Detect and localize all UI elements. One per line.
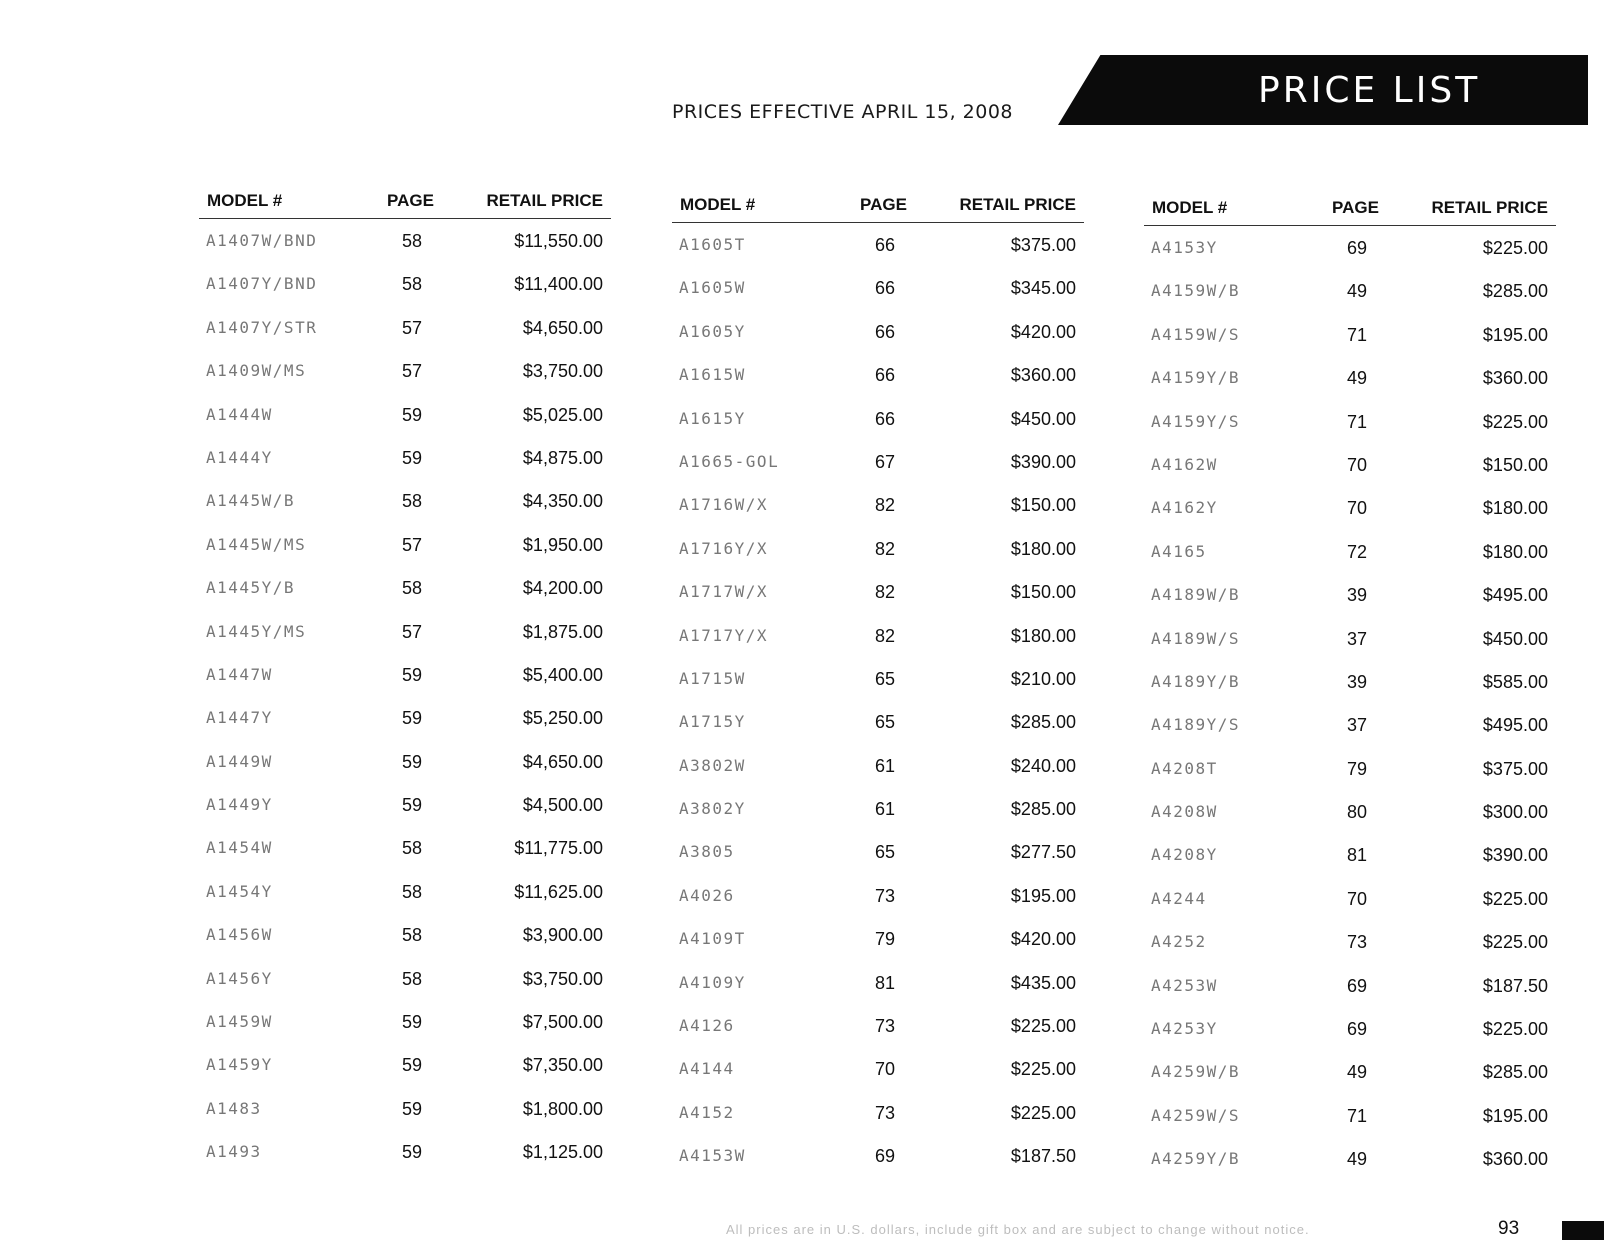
model-cell: A4152 xyxy=(679,1102,735,1122)
price-column-header: RETAIL PRICE xyxy=(1431,198,1548,217)
model-cell: A4165 xyxy=(1151,541,1207,561)
page-cell: 70 xyxy=(1347,454,1368,475)
table-row xyxy=(199,523,611,566)
price-cell: $225.00 xyxy=(1010,1016,1076,1037)
page-cell: 66 xyxy=(875,321,896,342)
price-cell: $585.00 xyxy=(1482,671,1548,692)
model-cell: A4189Y/S xyxy=(1151,715,1241,735)
model-cell: A1456Y xyxy=(206,968,273,988)
model-cell: A4189W/S xyxy=(1151,628,1241,648)
table-row xyxy=(199,1130,611,1173)
page-cell: 57 xyxy=(402,317,423,338)
price-cell: $300.00 xyxy=(1482,802,1548,823)
price-cell: $150.00 xyxy=(1010,582,1076,603)
price-cell: $390.00 xyxy=(1482,845,1548,866)
page-cell: 58 xyxy=(402,231,423,251)
table-row xyxy=(199,870,611,913)
price-cell: $195.00 xyxy=(1482,1105,1548,1126)
price-cell: $225.00 xyxy=(1482,411,1548,432)
page-cell: 71 xyxy=(1347,411,1368,432)
price-cell: $420.00 xyxy=(1010,929,1076,950)
table-row xyxy=(199,653,611,696)
table-row xyxy=(199,826,611,869)
page-cell: 65 xyxy=(875,712,896,733)
price-cell: $180.00 xyxy=(1482,498,1548,519)
table-row xyxy=(199,262,611,305)
table-row xyxy=(199,1087,611,1130)
model-cell: A1456W xyxy=(206,925,273,945)
table-row xyxy=(199,436,611,479)
table-header xyxy=(199,188,611,219)
page-cell: 49 xyxy=(1347,368,1368,389)
model-cell: A4153W xyxy=(679,1146,746,1166)
price-cell: $4,650.00 xyxy=(522,751,603,772)
page-cell: 67 xyxy=(875,451,896,472)
banner-title: PRICE LIST xyxy=(1258,70,1481,111)
page-cell: 58 xyxy=(402,274,423,295)
page-cell: 58 xyxy=(402,578,423,599)
price-cell: $7,350.00 xyxy=(522,1055,603,1076)
page-cell: 59 xyxy=(402,708,423,729)
page-cell: 37 xyxy=(1347,715,1368,736)
price-cell: $225.00 xyxy=(1482,932,1548,953)
price-cell: $11,775.00 xyxy=(514,838,603,859)
table-header xyxy=(672,192,1084,223)
table-row xyxy=(672,700,1084,743)
price-cell: $277.50 xyxy=(1010,842,1076,863)
page-cell: 49 xyxy=(1347,1149,1368,1170)
price-cell: $4,350.00 xyxy=(522,491,603,512)
page-cell: 66 xyxy=(875,235,896,255)
model-cell: A1493 xyxy=(206,1142,262,1162)
price-cell: $225.00 xyxy=(1482,1019,1548,1040)
model-cell: A1454Y xyxy=(206,881,273,901)
model-cell: A1454W xyxy=(206,838,273,858)
model-cell: A1407Y/BND xyxy=(206,274,318,294)
page-cell: 82 xyxy=(875,582,896,603)
model-cell: A1459W xyxy=(206,1012,273,1032)
price-table-3 xyxy=(1144,195,1556,1181)
page-cell: 73 xyxy=(1347,932,1368,953)
price-cell: $345.00 xyxy=(1010,278,1076,299)
table-row xyxy=(1144,486,1556,529)
table-row xyxy=(672,917,1084,960)
model-cell: A1615W xyxy=(679,365,746,385)
price-cell: $3,750.00 xyxy=(522,968,603,989)
price-cell: $180.00 xyxy=(1010,538,1076,559)
table-row xyxy=(672,614,1084,657)
table-row xyxy=(199,957,611,1000)
model-cell: A1605W xyxy=(679,278,746,298)
page-cell: 66 xyxy=(875,278,896,299)
model-cell: A4153Y xyxy=(1151,238,1218,257)
model-cell: A1449Y xyxy=(206,795,273,815)
price-cell: $11,550.00 xyxy=(514,231,603,251)
table-row xyxy=(199,1000,611,1043)
model-cell: A1409W/MS xyxy=(206,361,307,381)
page-cell: 69 xyxy=(1347,975,1368,996)
price-cell: $240.00 xyxy=(1010,755,1076,776)
table-row xyxy=(199,219,611,262)
table-row xyxy=(199,610,611,653)
page-cell: 72 xyxy=(1347,541,1368,562)
page-cell: 49 xyxy=(1347,281,1368,302)
price-cell: $7,500.00 xyxy=(522,1012,603,1033)
table-row xyxy=(199,696,611,739)
model-cell: A1447Y xyxy=(206,708,273,728)
model-cell: A3802W xyxy=(679,755,746,775)
table-row xyxy=(1144,530,1556,573)
table-row xyxy=(1144,573,1556,616)
page-cell: 39 xyxy=(1347,585,1368,606)
price-cell: $285.00 xyxy=(1482,281,1548,302)
page-cell: 39 xyxy=(1347,671,1368,692)
model-cell: A1459Y xyxy=(206,1055,273,1075)
model-cell: A1445W/MS xyxy=(206,534,307,554)
table-row xyxy=(1144,443,1556,486)
price-cell: $1,125.00 xyxy=(522,1142,603,1163)
price-cell: $4,875.00 xyxy=(522,447,603,468)
table-row xyxy=(672,1134,1084,1177)
page-cell: 73 xyxy=(875,885,896,906)
price-cell: $450.00 xyxy=(1482,628,1548,649)
model-cell: A1665-GOL xyxy=(679,451,780,471)
page-cell: 73 xyxy=(875,1102,896,1123)
table-row xyxy=(199,566,611,609)
table-body xyxy=(199,219,611,1174)
table-row xyxy=(672,440,1084,483)
model-cell: A1716Y/X xyxy=(679,538,769,558)
table-row xyxy=(199,393,611,436)
model-cell: A1407Y/STR xyxy=(206,317,318,337)
price-cell: $187.50 xyxy=(1482,975,1548,996)
page-cell: 57 xyxy=(402,361,423,382)
page-cell: 58 xyxy=(402,881,423,902)
model-cell: A4126 xyxy=(679,1016,735,1036)
price-cell: $285.00 xyxy=(1482,1062,1548,1083)
page-cell: 57 xyxy=(402,621,423,642)
page-cell: 59 xyxy=(402,664,423,685)
page-cell: 79 xyxy=(875,929,896,950)
model-cell: A4162W xyxy=(1151,454,1218,474)
price-cell: $195.00 xyxy=(1010,885,1076,906)
table-row xyxy=(1144,660,1556,703)
page-cell: 71 xyxy=(1347,1105,1368,1126)
page-cell: 58 xyxy=(402,491,423,512)
table-row xyxy=(199,479,611,522)
model-cell: A4144 xyxy=(679,1059,735,1079)
page-cell: 70 xyxy=(1347,888,1368,909)
page-cell: 49 xyxy=(1347,1062,1368,1083)
table-row xyxy=(672,657,1084,700)
page-cell: 69 xyxy=(1347,1019,1368,1040)
table-row xyxy=(672,787,1084,830)
table-row xyxy=(672,266,1084,309)
model-cell: A4159W/S xyxy=(1151,324,1241,344)
page-cell: 59 xyxy=(402,1098,423,1119)
price-cell: $360.00 xyxy=(1010,365,1076,386)
model-cell: A4208Y xyxy=(1151,845,1218,865)
model-cell: A4253Y xyxy=(1151,1019,1218,1039)
price-cell: $1,800.00 xyxy=(522,1098,603,1119)
table-body xyxy=(672,223,1084,1178)
price-cell: $1,875.00 xyxy=(522,621,603,642)
table-row xyxy=(672,830,1084,873)
table-row xyxy=(1144,920,1556,963)
table-row xyxy=(1144,269,1556,312)
price-cell: $5,250.00 xyxy=(522,708,603,729)
model-cell: A4109Y xyxy=(679,972,746,992)
page-cell: 59 xyxy=(402,1055,423,1076)
page-cell: 65 xyxy=(875,668,896,689)
page-cell: 80 xyxy=(1347,802,1368,823)
page-cell: 59 xyxy=(402,404,423,425)
price-cell: $11,400.00 xyxy=(514,274,603,295)
price-cell: $187.50 xyxy=(1010,1146,1076,1167)
page-cell: 81 xyxy=(875,972,896,993)
page-cell: 58 xyxy=(402,968,423,989)
table-row xyxy=(672,483,1084,526)
price-cell: $180.00 xyxy=(1010,625,1076,646)
table-row xyxy=(672,527,1084,570)
model-cell: A1717Y/X xyxy=(679,625,769,645)
model-cell: A1445Y/B xyxy=(206,578,296,598)
model-cell: A1445W/B xyxy=(206,491,296,511)
price-column-header: RETAIL PRICE xyxy=(959,195,1076,214)
model-cell: A3805 xyxy=(679,842,735,862)
table-row xyxy=(672,353,1084,396)
page-cell: 70 xyxy=(1347,498,1368,519)
model-cell: A1605T xyxy=(679,235,746,254)
table-row xyxy=(1144,790,1556,833)
table-row xyxy=(1144,400,1556,443)
table-row xyxy=(1144,617,1556,660)
table-row xyxy=(672,1091,1084,1134)
page-column-header: PAGE xyxy=(1332,198,1379,217)
price-cell: $375.00 xyxy=(1010,235,1076,255)
page-cell: 82 xyxy=(875,495,896,516)
page-cell: 37 xyxy=(1347,628,1368,649)
price-cell: $225.00 xyxy=(1482,238,1548,258)
model-cell: A4252 xyxy=(1151,932,1207,952)
price-cell: $435.00 xyxy=(1010,972,1076,993)
price-cell: $3,750.00 xyxy=(522,361,603,382)
price-cell: $225.00 xyxy=(1010,1102,1076,1123)
page-cell: 59 xyxy=(402,751,423,772)
page-cell: 59 xyxy=(402,447,423,468)
page-cell: 73 xyxy=(875,1016,896,1037)
price-cell: $210.00 xyxy=(1010,668,1076,689)
model-cell: A1615Y xyxy=(679,408,746,428)
model-cell: A1605Y xyxy=(679,321,746,341)
table-row xyxy=(1144,1007,1556,1050)
model-cell: A4259Y/B xyxy=(1151,1149,1241,1169)
table-row xyxy=(1144,964,1556,1007)
page-cell: 61 xyxy=(875,799,896,820)
price-cell: $450.00 xyxy=(1010,408,1076,429)
price-cell: $285.00 xyxy=(1010,799,1076,820)
model-cell: A4259W/B xyxy=(1151,1062,1241,1082)
model-cell: A4026 xyxy=(679,885,735,905)
table-row xyxy=(199,740,611,783)
model-cell: A4259W/S xyxy=(1151,1105,1241,1125)
model-cell: A3802Y xyxy=(679,799,746,819)
page-cell: 79 xyxy=(1347,758,1368,779)
table-header xyxy=(1144,195,1556,226)
price-cell: $360.00 xyxy=(1482,1149,1548,1170)
table-row xyxy=(1144,833,1556,876)
model-cell: A1445Y/MS xyxy=(206,621,307,641)
table-body xyxy=(1144,226,1556,1181)
table-row xyxy=(199,1043,611,1086)
page-cell: 81 xyxy=(1347,845,1368,866)
price-column-header: RETAIL PRICE xyxy=(486,191,603,210)
price-cell: $4,500.00 xyxy=(522,795,603,816)
table-row xyxy=(1144,356,1556,399)
model-column-header: MODEL # xyxy=(1152,198,1228,217)
price-cell: $11,625.00 xyxy=(514,881,603,902)
page-cell: 69 xyxy=(1347,238,1368,258)
model-cell: A4159Y/S xyxy=(1151,411,1241,431)
price-cell: $360.00 xyxy=(1482,368,1548,389)
table-row xyxy=(672,961,1084,1004)
page-cell: 58 xyxy=(402,925,423,946)
model-cell: A4189Y/B xyxy=(1151,671,1241,691)
model-cell: A4109T xyxy=(679,929,746,949)
page-cell: 66 xyxy=(875,408,896,429)
model-cell: A4159Y/B xyxy=(1151,368,1241,388)
table-row xyxy=(672,310,1084,353)
page-cell: 65 xyxy=(875,842,896,863)
page-cell: 59 xyxy=(402,1012,423,1033)
price-cell: $4,650.00 xyxy=(522,317,603,338)
model-cell: A1449W xyxy=(206,751,273,771)
model-cell: A1407W/BND xyxy=(206,231,318,250)
model-cell: A1715W xyxy=(679,668,746,688)
price-cell: $375.00 xyxy=(1482,758,1548,779)
price-cell: $225.00 xyxy=(1482,888,1548,909)
page-cell: 82 xyxy=(875,625,896,646)
table-row xyxy=(672,744,1084,787)
model-cell: A1717W/X xyxy=(679,582,769,602)
table-row xyxy=(672,223,1084,266)
page-column-header: PAGE xyxy=(387,191,434,210)
price-table-2 xyxy=(672,192,1084,1178)
table-row xyxy=(199,913,611,956)
price-cell: $150.00 xyxy=(1482,454,1548,475)
table-row xyxy=(1144,747,1556,790)
effective-date: PRICES EFFECTIVE APRIL 15, 2008 xyxy=(672,101,1014,123)
page-cell: 58 xyxy=(402,838,423,859)
model-cell: A4189W/B xyxy=(1151,585,1241,605)
model-cell: A4208T xyxy=(1151,758,1218,778)
model-column-header: MODEL # xyxy=(207,191,283,210)
price-cell: $195.00 xyxy=(1482,324,1548,345)
page-tab-marker xyxy=(1562,1221,1604,1240)
model-cell: A4253W xyxy=(1151,975,1218,995)
table-row xyxy=(672,397,1084,440)
price-footnote: All prices are in U.S. dollars, include gift box and are subject to change without notice. xyxy=(726,1222,1310,1237)
table-row xyxy=(1144,1137,1556,1180)
model-cell: A4159W/B xyxy=(1151,281,1241,301)
price-cell: $495.00 xyxy=(1482,585,1548,606)
table-row xyxy=(1144,1094,1556,1137)
table-row xyxy=(672,1004,1084,1047)
table-row xyxy=(1144,313,1556,356)
table-row xyxy=(1144,877,1556,920)
page-number: 93 xyxy=(1498,1218,1520,1239)
table-row xyxy=(672,570,1084,613)
page-column-header: PAGE xyxy=(860,195,907,214)
model-cell: A4208W xyxy=(1151,802,1218,822)
page-cell: 82 xyxy=(875,538,896,559)
table-row xyxy=(199,306,611,349)
price-cell: $225.00 xyxy=(1010,1059,1076,1080)
model-cell: A1715Y xyxy=(679,712,746,732)
table-row xyxy=(672,1047,1084,1090)
table-row xyxy=(199,349,611,392)
model-cell: A1716W/X xyxy=(679,495,769,515)
price-cell: $3,900.00 xyxy=(522,925,603,946)
page-cell: 66 xyxy=(875,365,896,386)
table-row xyxy=(672,874,1084,917)
page-cell: 61 xyxy=(875,755,896,776)
model-column-header: MODEL # xyxy=(680,195,756,214)
table-row xyxy=(1144,703,1556,746)
model-cell: A1447W xyxy=(206,664,273,684)
page-cell: 59 xyxy=(402,795,423,816)
price-cell: $150.00 xyxy=(1010,495,1076,516)
model-cell: A1483 xyxy=(206,1098,262,1118)
price-cell: $1,950.00 xyxy=(522,534,603,555)
page-cell: 57 xyxy=(402,534,423,555)
price-cell: $4,200.00 xyxy=(522,578,603,599)
price-cell: $180.00 xyxy=(1482,541,1548,562)
table-row xyxy=(1144,1050,1556,1093)
price-cell: $5,025.00 xyxy=(522,404,603,425)
price-table-1 xyxy=(199,188,611,1174)
price-cell: $285.00 xyxy=(1010,712,1076,733)
table-row xyxy=(1144,226,1556,269)
model-cell: A4162Y xyxy=(1151,498,1218,518)
page-cell: 71 xyxy=(1347,324,1368,345)
model-cell: A1444W xyxy=(206,404,273,424)
price-cell: $495.00 xyxy=(1482,715,1548,736)
price-cell: $5,400.00 xyxy=(522,664,603,685)
model-cell: A1444Y xyxy=(206,447,273,467)
table-row xyxy=(199,783,611,826)
page-cell: 69 xyxy=(875,1146,896,1167)
model-cell: A4244 xyxy=(1151,888,1207,908)
price-cell: $390.00 xyxy=(1010,451,1076,472)
page-cell: 59 xyxy=(402,1142,423,1163)
price-cell: $420.00 xyxy=(1010,321,1076,342)
page-cell: 70 xyxy=(875,1059,896,1080)
